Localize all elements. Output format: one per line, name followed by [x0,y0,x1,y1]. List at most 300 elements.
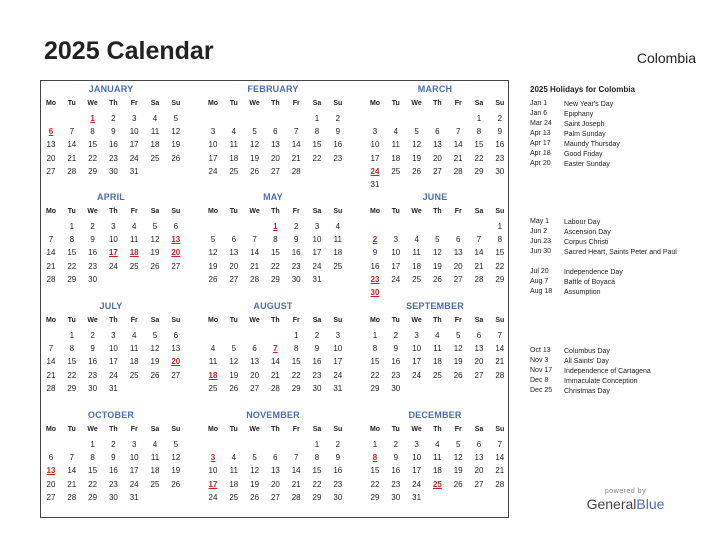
day-cell: 17 [312,248,322,258]
day-cell: 9 [111,127,116,137]
day-cell: 2 [90,222,95,231]
day-cell: 29 [88,492,98,502]
weekday-header: Fr [454,317,462,324]
weekday-header: We [249,208,260,215]
holiday-day-cell: 6 [48,127,54,137]
day-cell: 8 [273,235,278,245]
holiday-name: Corpus Christi [564,239,609,246]
holiday-name: New Year's Day [564,101,614,108]
day-cell: 14 [495,344,505,354]
holiday-day-cell: 13 [171,235,181,245]
day-cell: 1 [372,440,378,449]
weekday-header: Sa [474,100,484,107]
day-cell: 26 [171,479,181,489]
day-cell: 16 [88,248,98,258]
day-cell: 2 [335,440,341,449]
day-cell: 9 [90,235,95,245]
day-cell: 2 [111,114,116,123]
weekday-header: Su [171,208,181,215]
day-cell: 22 [312,153,322,163]
weekday-header: Su [495,208,505,215]
weekday-header: Th [271,426,280,433]
day-cell: 7 [293,453,299,463]
day-cell: 6 [455,235,461,245]
day-cell: 19 [150,357,160,367]
weekday-header: Su [171,100,181,107]
day-cell: 24 [208,492,218,502]
day-cell: 7 [69,453,75,463]
weekday-header: Sa [312,100,322,107]
day-cell: 22 [495,261,505,271]
day-cell: 26 [229,383,239,393]
holiday-name: Independence of Cartagena [564,368,651,375]
day-cell: 25 [229,492,239,502]
day-cell: 21 [67,479,77,489]
day-cell: 25 [412,274,422,284]
day-cell: 24 [312,261,322,271]
day-cell: 22 [88,479,98,489]
holiday-name: Palm Sunday [564,131,606,138]
day-cell: 4 [131,331,137,340]
month-name: APRIL [97,192,125,202]
day-cell: 25 [129,261,139,271]
day-cell: 22 [270,261,280,271]
weekday-header: Su [333,317,343,324]
weekday-header: Fr [292,317,300,324]
day-cell: 4 [414,235,419,245]
day-cell: 12 [453,344,463,354]
weekday-header: Tu [229,100,238,107]
holiday-day-cell: 1 [90,114,95,123]
month-june [365,189,505,297]
day-cell: 26 [250,166,260,176]
day-cell: 9 [335,453,341,463]
day-cell: 13 [270,140,280,150]
day-cell: 3 [131,114,137,123]
holiday-date: Jun 2 [530,228,548,235]
weekday-header: Su [495,426,505,433]
holiday-date: Jun 23 [530,238,552,245]
day-cell: 28 [495,370,505,380]
day-cell: 30 [391,383,401,393]
day-cell: 25 [129,370,139,380]
day-cell: 11 [150,127,160,137]
day-cell: 19 [229,370,239,380]
day-cell: 24 [208,166,218,176]
weekday-header: Tu [229,208,238,215]
day-cell: 11 [391,140,400,150]
day-cell: 5 [252,453,257,463]
day-cell: 25 [208,383,218,393]
day-cell: 8 [90,127,95,137]
brand-logo[interactable] [578,488,673,512]
day-cell: 19 [171,140,181,150]
day-cell: 20 [46,479,56,489]
page-title: 2025 Calendar [44,37,214,65]
day-cell: 15 [291,357,301,367]
holiday-date: Nov 17 [530,367,553,374]
day-cell: 3 [111,222,116,231]
holiday-date: Jan 6 [530,110,548,117]
month-name: AUGUST [253,301,293,311]
day-cell: 23 [333,153,343,163]
month-november [203,407,343,507]
month-name: JANUARY [88,84,134,94]
day-cell: 9 [335,127,341,137]
day-cell: 29 [474,166,484,176]
day-cell: 5 [173,114,179,123]
day-cell: 10 [129,453,139,463]
day-cell: 20 [474,466,484,476]
day-cell: 1 [372,331,378,340]
month-july [41,298,181,398]
weekday-header: Mo [207,317,219,324]
day-cell: 11 [150,453,160,463]
day-cell: 31 [412,492,422,502]
day-cell: 16 [312,357,322,367]
calendar-grid [40,80,509,518]
day-cell: 18 [391,153,401,163]
holiday-name: Christmas Day [564,388,610,395]
weekday-header: Th [271,208,280,215]
day-cell: 8 [372,344,378,354]
day-cell: 6 [48,453,54,463]
day-cell: 29 [495,274,505,284]
holiday-name: Battle of Boyacá [564,279,615,286]
month-name: FEBRUARY [247,84,299,94]
day-cell: 16 [108,140,118,150]
month-may [203,189,343,289]
weekday-header: Su [333,426,343,433]
day-cell: 14 [474,248,484,258]
brand-name-part1: General [586,496,637,512]
day-cell: 16 [495,140,505,150]
day-cell: 28 [46,274,56,284]
day-cell: 15 [270,248,280,258]
month-october [41,407,181,507]
day-cell: 7 [293,127,299,137]
brand-name [578,496,673,512]
day-cell: 12 [208,248,218,258]
day-cell: 15 [312,466,322,476]
day-cell: 14 [46,248,56,258]
holiday-name: All Saints' Day [564,358,609,365]
holiday-day-cell: 8 [372,453,378,463]
weekday-header: Fr [454,100,462,107]
day-cell: 13 [270,466,280,476]
holiday-date: Mar 24 [530,120,552,127]
weekday-header: Tu [67,100,76,107]
day-cell: 18 [150,140,160,150]
weekday-header: Su [333,100,343,107]
day-cell: 12 [250,466,260,476]
day-cell: 17 [208,153,218,163]
day-cell: 16 [391,466,401,476]
month-name: JUNE [422,192,448,202]
day-cell: 18 [432,357,442,367]
day-cell: 31 [333,383,343,393]
weekday-header: Sa [474,426,484,433]
weekday-header: Tu [391,317,400,324]
day-cell: 5 [210,235,216,245]
weekday-header: Su [495,100,505,107]
day-cell: 7 [455,127,461,137]
day-cell: 10 [391,248,401,258]
day-cell: 23 [391,479,401,489]
holidays-title: 2025 Holidays for Colombia [530,85,635,94]
day-cell: 15 [474,140,484,150]
day-cell: 5 [231,344,237,354]
day-cell: 17 [333,357,343,367]
day-cell: 30 [108,166,118,176]
day-cell: 14 [250,248,260,258]
holiday-name: Maundy Thursday [564,141,620,148]
day-cell: 27 [474,479,484,489]
day-cell: 16 [108,466,118,476]
day-cell: 16 [88,357,98,367]
day-cell: 11 [333,235,342,245]
holiday-day-cell: 13 [46,466,56,476]
day-cell: 26 [150,370,160,380]
weekday-header: We [87,100,98,107]
weekday-header: Sa [150,317,160,324]
day-cell: 6 [252,344,257,354]
day-cell: 23 [333,479,343,489]
day-cell: 10 [412,453,422,463]
day-cell: 28 [270,383,280,393]
day-cell: 2 [293,222,299,231]
day-cell: 12 [412,140,422,150]
day-cell: 8 [314,453,320,463]
day-cell: 30 [495,166,505,176]
holiday-date: Oct 13 [530,347,551,354]
weekday-header: Fr [292,208,300,215]
holiday-date: Dec 25 [530,387,553,394]
day-cell: 28 [46,383,56,393]
weekday-header: Sa [312,426,322,433]
day-cell: 15 [67,248,77,258]
day-cell: 6 [173,222,179,231]
day-cell: 10 [412,344,422,354]
holiday-day-cell: 20 [171,248,181,258]
day-cell: 13 [171,344,181,354]
day-cell: 10 [370,140,380,150]
day-cell: 30 [88,383,98,393]
weekday-header: Fr [130,208,138,215]
day-cell: 22 [291,370,301,380]
day-cell: 17 [412,466,422,476]
holiday-name: Saint Joseph [564,121,605,128]
month-february [203,81,343,181]
day-cell: 6 [273,453,278,463]
day-cell: 5 [252,127,257,137]
weekday-header: Th [109,426,118,433]
day-cell: 2 [111,440,116,449]
weekday-header: We [411,426,422,433]
holiday-name: Epiphany [564,111,594,118]
day-cell: 15 [370,357,380,367]
weekday-header: Mo [45,100,57,107]
day-cell: 22 [370,479,380,489]
day-cell: 13 [474,453,484,463]
holiday-name: Ascension Day [564,229,611,236]
day-cell: 12 [432,248,442,258]
day-cell: 19 [432,261,442,271]
day-cell: 2 [314,331,320,340]
holiday-day-cell: 24 [370,166,380,176]
month-december [365,407,505,507]
day-cell: 3 [335,331,341,340]
month-name: SEPTEMBER [406,301,464,311]
weekday-header: We [249,426,260,433]
day-cell: 28 [495,479,505,489]
day-cell: 12 [150,344,160,354]
day-cell: 29 [88,166,98,176]
day-cell: 19 [150,248,160,258]
weekday-header: Sa [474,317,484,324]
weekday-header: Th [109,100,118,107]
day-cell: 13 [229,248,239,258]
day-cell: 18 [229,479,239,489]
day-cell: 16 [391,357,401,367]
day-cell: 19 [453,357,463,367]
day-cell: 10 [312,235,322,245]
day-cell: 24 [333,370,343,380]
day-cell: 1 [314,440,320,449]
day-cell: 26 [208,274,218,284]
day-cell: 24 [391,274,401,284]
day-cell: 4 [152,114,158,123]
weekday-header: We [411,100,422,107]
day-cell: 2 [393,331,399,340]
day-cell: 24 [412,479,422,489]
day-cell: 20 [270,153,280,163]
weekday-header: Th [433,426,442,433]
day-cell: 6 [273,127,278,137]
holiday-day-cell: 7 [273,344,278,354]
day-cell: 4 [435,440,440,449]
weekday-header: Fr [454,426,462,433]
day-cell: 24 [129,153,139,163]
day-cell: 7 [48,235,54,245]
day-cell: 7 [69,127,75,137]
weekday-header: Th [271,100,280,107]
day-cell: 9 [314,344,320,354]
holiday-name: Assumption [564,289,601,296]
weekday-header: Tu [229,426,238,433]
day-cell: 19 [208,261,218,271]
day-cell: 17 [129,466,139,476]
day-cell: 10 [108,235,118,245]
holiday-date: Dec 8 [530,377,549,384]
day-cell: 9 [393,344,399,354]
day-cell: 15 [370,466,380,476]
day-cell: 19 [453,466,463,476]
holiday-day-cell: 18 [129,248,139,258]
weekday-header: Fr [130,426,138,433]
month-april [41,189,181,289]
weekday-header: Fr [130,317,138,324]
day-cell: 26 [453,370,463,380]
day-cell: 24 [129,479,139,489]
day-cell: 3 [314,222,320,231]
weekday-header: Th [433,317,442,324]
day-cell: 9 [393,453,399,463]
weekday-header: Tu [67,426,76,433]
day-cell: 29 [67,383,77,393]
holiday-date: Apr 17 [530,140,551,147]
day-cell: 27 [250,383,260,393]
weekday-header: Fr [292,100,300,107]
day-cell: 9 [90,344,95,354]
weekday-header: Tu [229,317,238,324]
weekday-header: Tu [391,208,400,215]
day-cell: 25 [150,479,160,489]
day-cell: 22 [67,370,77,380]
day-cell: 1 [314,114,320,123]
weekday-header: Th [433,208,442,215]
day-cell: 5 [152,331,158,340]
day-cell: 2 [90,331,95,340]
day-cell: 13 [432,140,442,150]
weekday-header: Mo [369,317,381,324]
weekday-header: Sa [312,208,322,215]
day-cell: 27 [46,492,56,502]
weekday-header: Tu [67,208,76,215]
day-cell: 28 [291,166,301,176]
day-cell: 23 [88,261,98,271]
day-cell: 11 [229,140,238,150]
month-name: MARCH [417,84,453,94]
day-cell: 31 [129,166,139,176]
day-cell: 5 [455,440,461,449]
weekday-header: Mo [369,100,381,107]
day-cell: 30 [88,274,98,284]
holiday-name: Sacred Heart, Saints Peter and Paul [564,249,677,256]
day-cell: 4 [210,344,216,354]
day-cell: 17 [108,357,118,367]
day-cell: 26 [250,492,260,502]
weekday-header: Mo [207,426,219,433]
month-name: NOVEMBER [246,410,300,420]
day-cell: 27 [270,492,280,502]
day-cell: 23 [391,370,401,380]
holiday-date: Apr 13 [530,130,551,137]
weekday-header: We [87,426,98,433]
day-cell: 7 [497,331,503,340]
day-cell: 22 [312,479,322,489]
day-cell: 26 [432,274,442,284]
day-cell: 20 [474,357,484,367]
day-cell: 7 [252,235,257,245]
day-cell: 27 [453,274,463,284]
holiday-day-cell: 17 [108,248,118,258]
day-cell: 5 [414,127,419,137]
day-cell: 21 [453,153,463,163]
day-cell: 30 [333,492,343,502]
day-cell: 23 [495,153,505,163]
day-cell: 9 [497,127,503,137]
day-cell: 1 [497,222,503,231]
day-cell: 23 [291,261,301,271]
day-cell: 27 [432,166,442,176]
day-cell: 30 [291,274,301,284]
day-cell: 15 [88,140,98,150]
day-cell: 6 [231,235,237,245]
day-cell: 21 [474,261,484,271]
day-cell: 26 [453,479,463,489]
day-cell: 22 [370,370,380,380]
